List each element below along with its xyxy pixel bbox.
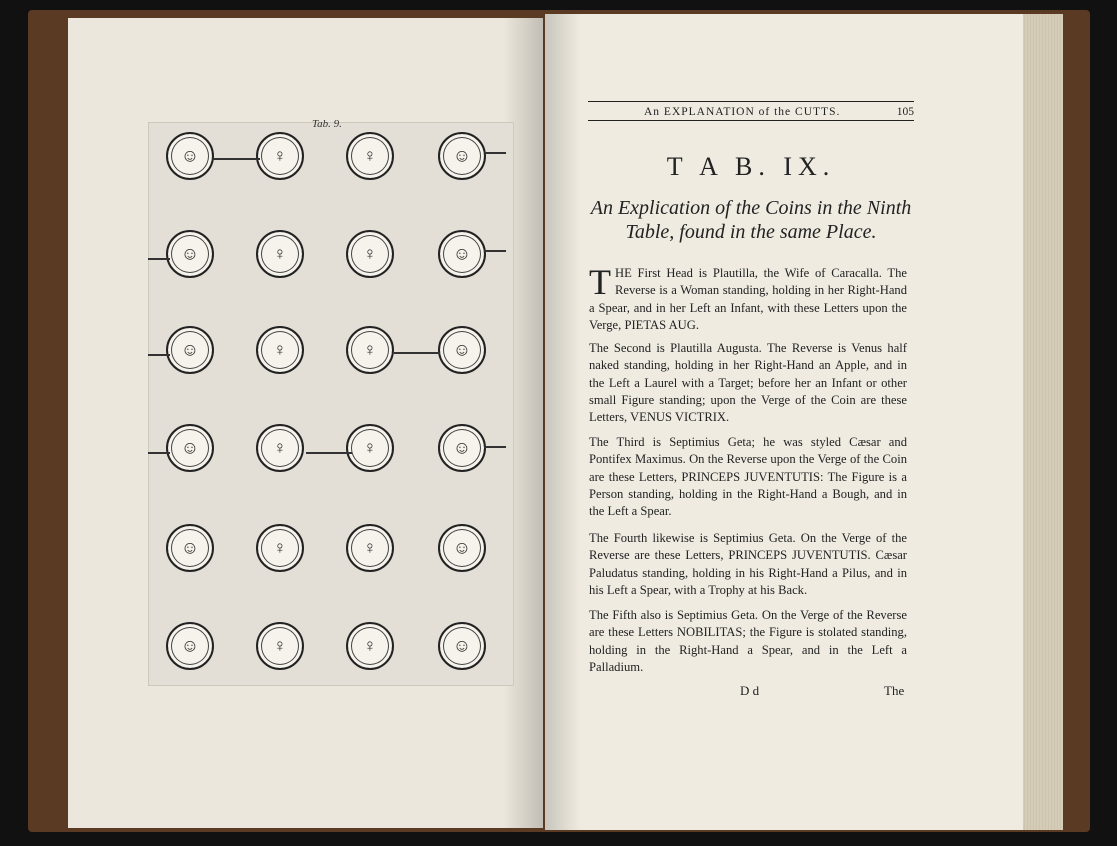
figure-icon: ♀ bbox=[363, 437, 377, 458]
paragraph-5: The Fifth also is Septimius Geta. On the Verge of the Reverse are these Letters NOBILITAS; the Figure is stolated standing, holding in the Right-Hand a Spear, and in the Left a Palladium. bbox=[589, 608, 907, 674]
figure-icon: ♀ bbox=[273, 339, 287, 360]
head-icon: ☺ bbox=[180, 243, 200, 264]
coin bbox=[346, 132, 394, 180]
coin bbox=[346, 524, 394, 572]
coin bbox=[346, 230, 394, 278]
page-number: 105 bbox=[896, 106, 914, 118]
figure-icon: ♀ bbox=[273, 145, 287, 166]
head-icon: ☺ bbox=[180, 437, 200, 458]
coin-rod bbox=[394, 352, 440, 354]
figure-icon: ♀ bbox=[273, 243, 287, 264]
figure-icon: ♀ bbox=[363, 243, 377, 264]
section-subtitle: An Explication of the Coins in the Ninth Table, found in the same Place. bbox=[590, 197, 912, 243]
paragraph-4: The Fourth likewise is Septimius Geta. On the Verge of the Reverse are these Letters, PRINCEPS JUVENTUTIS. Cæsar Paludatus standing, holding in his Right-Hand a Pilus, and in his Left a Spear, with a Trophy at his Back. bbox=[589, 531, 907, 597]
head-icon: ☺ bbox=[180, 635, 200, 656]
coin-rod bbox=[148, 354, 170, 356]
coin bbox=[166, 622, 214, 670]
head-icon: ☺ bbox=[452, 635, 472, 656]
coin-rod bbox=[484, 446, 506, 448]
coin-rod bbox=[212, 158, 260, 160]
head-icon: ☺ bbox=[452, 339, 472, 360]
coin bbox=[256, 132, 304, 180]
head-icon: ☺ bbox=[180, 537, 200, 558]
head-icon: ☺ bbox=[180, 339, 200, 360]
coin bbox=[166, 230, 214, 278]
coin bbox=[256, 424, 304, 472]
head-icon: ☺ bbox=[180, 145, 200, 166]
page-fore-edge bbox=[1023, 14, 1063, 830]
head-icon: ☺ bbox=[452, 243, 472, 264]
plate-label: Tab. 9. bbox=[312, 118, 342, 130]
paragraph-3: The Third is Septimius Geta; he was styled Cæsar and Pontifex Maximus. On the Reverse upon the Verge of the Coin are these Letters, PRINCEPS JUVENTUTIS: The Figure is a Person standing, holding in the Right-Hand a Bough, and in the Left a Spear. bbox=[589, 435, 907, 519]
coin bbox=[438, 524, 486, 572]
signature-mark: D d bbox=[740, 683, 760, 698]
coin bbox=[256, 524, 304, 572]
head-icon: ☺ bbox=[452, 437, 472, 458]
table-title: T A B. IX. bbox=[666, 152, 836, 181]
figure-icon: ♀ bbox=[363, 635, 377, 656]
coin bbox=[256, 230, 304, 278]
paragraph-text: HE First Head is Plautilla, the Wife of Caracalla. The Reverse is a Woman standing, holding in her Right-Hand a Spear, and in her Left an Infant, with these Letters upon the Verge, PIETAS AUG. bbox=[589, 266, 907, 332]
coin bbox=[256, 622, 304, 670]
coin bbox=[438, 622, 486, 670]
coin bbox=[346, 326, 394, 374]
running-header bbox=[588, 104, 914, 121]
figure-icon: ♀ bbox=[363, 145, 377, 166]
coin-rod bbox=[148, 452, 170, 454]
header-rule bbox=[588, 101, 914, 102]
figure-icon: ♀ bbox=[273, 437, 287, 458]
coin-rod bbox=[484, 152, 506, 154]
drop-cap: T bbox=[589, 262, 611, 302]
coin bbox=[346, 424, 394, 472]
coin bbox=[346, 622, 394, 670]
figure-icon: ♀ bbox=[363, 537, 377, 558]
coin-rod bbox=[484, 250, 506, 252]
figure-icon: ♀ bbox=[273, 635, 287, 656]
coin bbox=[438, 326, 486, 374]
coin-rod bbox=[306, 452, 352, 454]
coin bbox=[438, 132, 486, 180]
paragraph-2: The Second is Plautilla Augusta. The Reverse is Venus half naked standing, holding in her Right-Hand an Apple, and in the Left a Laurel with a Target; before her an Infant or other small Figure standing; upon the Verge of the Coin are these Letters, VENUS VICTRIX. bbox=[589, 341, 907, 425]
coin bbox=[166, 424, 214, 472]
coin bbox=[438, 424, 486, 472]
head-icon: ☺ bbox=[452, 537, 472, 558]
head-icon: ☺ bbox=[452, 145, 472, 166]
paragraph-1 bbox=[589, 262, 907, 334]
coin-rod bbox=[148, 258, 170, 260]
coin-plate bbox=[148, 122, 514, 686]
coin bbox=[166, 132, 214, 180]
running-title: An EXPLANATION of the CUTTS. bbox=[644, 106, 841, 118]
coin bbox=[438, 230, 486, 278]
coin bbox=[256, 326, 304, 374]
catchword: The bbox=[884, 683, 905, 698]
coin bbox=[166, 524, 214, 572]
figure-icon: ♀ bbox=[273, 537, 287, 558]
coin bbox=[166, 326, 214, 374]
figure-icon: ♀ bbox=[363, 339, 377, 360]
